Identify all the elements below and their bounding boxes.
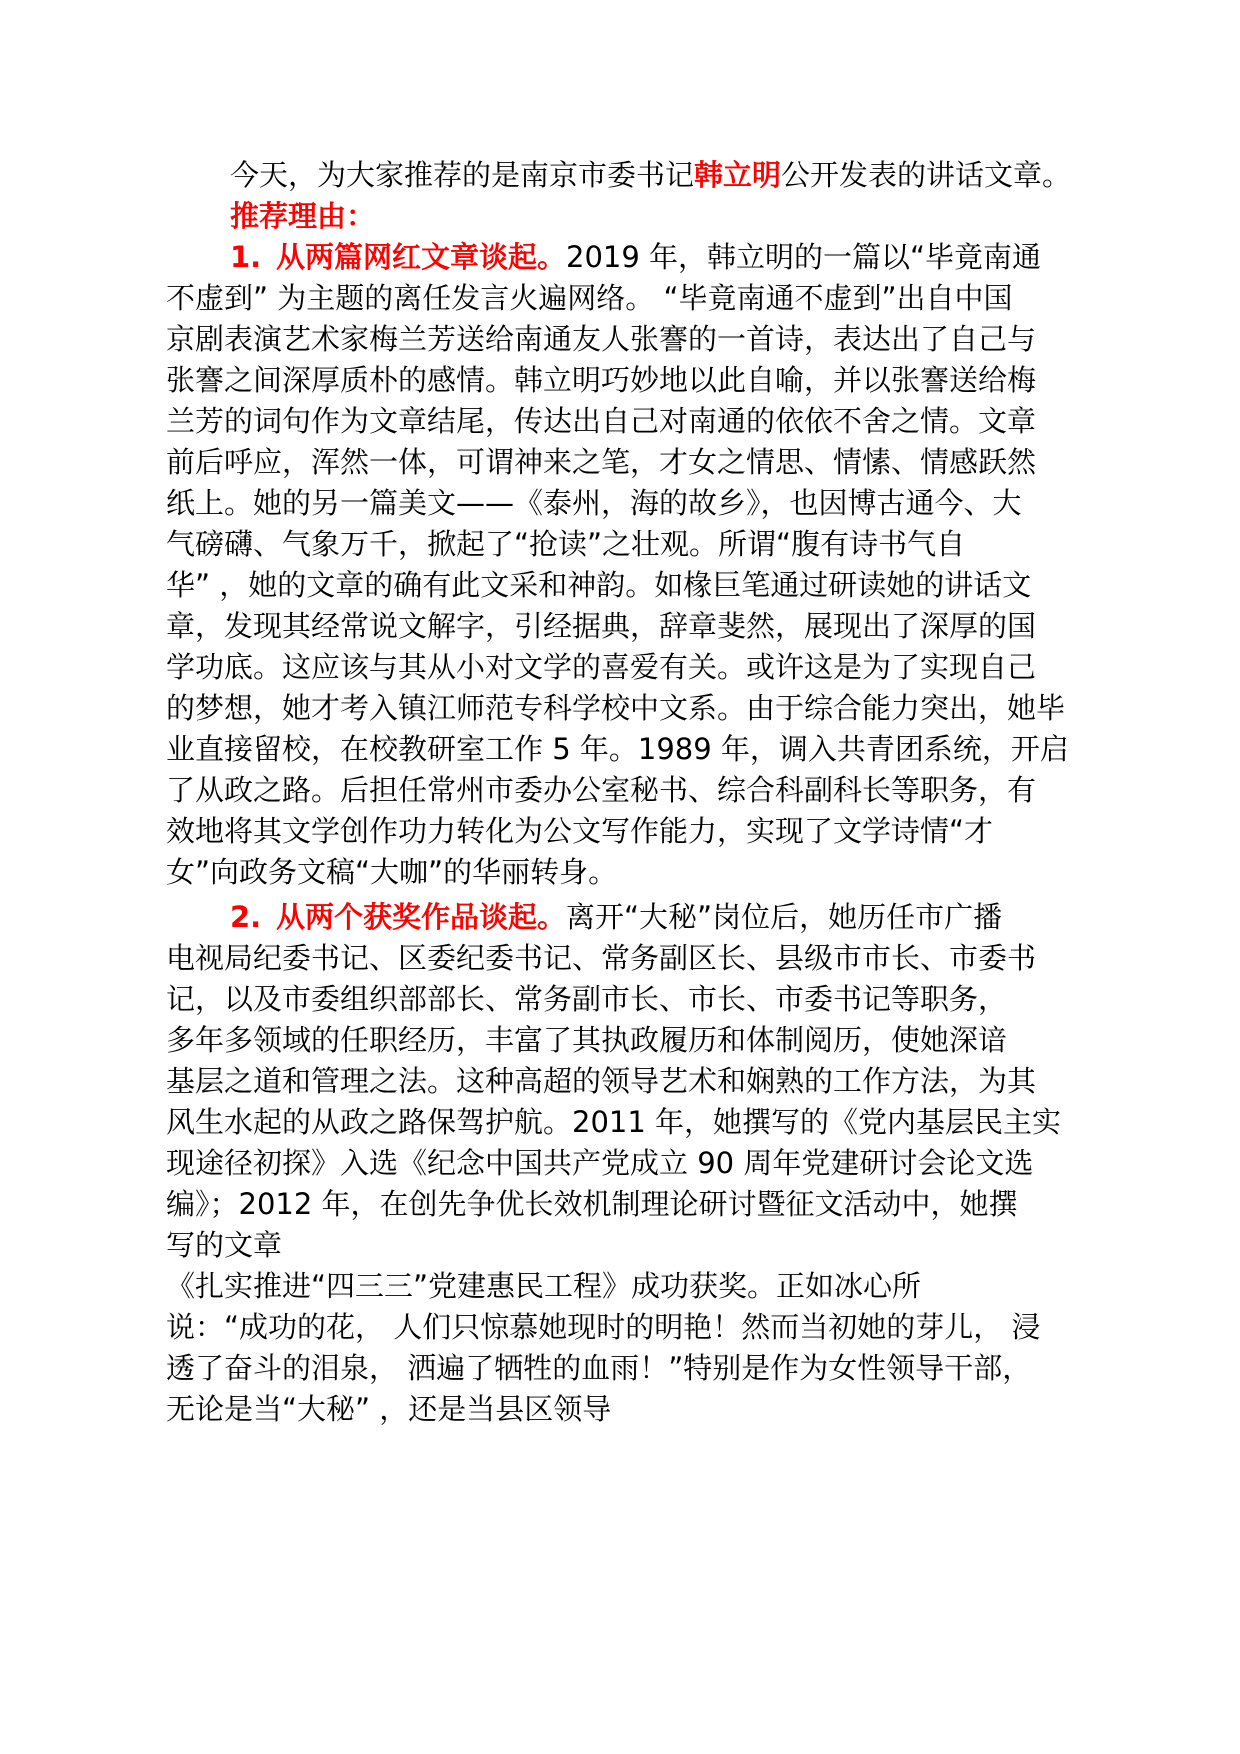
section-1-line: 京剧表演艺术家梅兰芳送给南通友人张謇的一首诗，表达出了自己与	[166, 322, 1037, 356]
section-1-line: 前后呼应，浑然一体，可谓神来之笔，才女之情思、情愫、情感跃然	[166, 445, 1037, 479]
section-1-line: 女”向政务文稿“大咖”的华丽转身。	[166, 855, 618, 889]
section-1-line: 学功底。这应该与其从小对文学的喜爱有关。或许这是为了实现自己	[166, 650, 1037, 684]
section-1-line: 不虚到” 为主题的离任发言火遍网络。 “毕竟南通不虚到”出自中国	[166, 281, 1013, 315]
section-2-number: 2.	[230, 900, 262, 934]
section-1-line: 华” ，她的文章的确有此文采和神韵。如椽巨笔通过研读她的讲话文	[166, 568, 1032, 602]
section-2-title: 从两个获奖作品谈起。	[276, 900, 567, 934]
section-1-line: 2019 年，韩立明的一篇以“毕竟南通	[566, 240, 1042, 274]
section-2-line: 基层之道和管理之法。这种高超的领导艺术和娴熟的工作方法，为其	[166, 1064, 1037, 1098]
highlighted-name: 韩立明	[694, 158, 782, 192]
section-1-line: 效地将其文学创作功力转化为公文写作能力，实现了文学诗情“才	[166, 814, 994, 848]
section-2-line: 现途径初探》入选《纪念中国共产党成立 90 周年党建研讨会论文选	[166, 1146, 1034, 1180]
section-2-line: 记，以及市委组织部部长、常务副市长、市长、市委书记等职务，	[166, 982, 1008, 1016]
section-1-line: 章，发现其经常说文解字，引经据典，辞章斐然，展现出了深厚的国	[166, 609, 1037, 643]
section-2-line: 电视局纪委书记、区委纪委书记、常务副区长、县级市市长、市委书	[166, 941, 1037, 975]
section-1-line: 的梦想，她才考入镇江师范专科学校中文系。由于综合能力突出，她毕	[166, 691, 1066, 725]
section-2-line: 透了奋斗的泪泉， 洒遍了牺牲的血雨！”特别是作为女性领导干部，	[166, 1351, 1032, 1385]
reasons-heading	[166, 196, 1096, 237]
section-2-line: 离开“大秘”岗位后，她历任市广播	[566, 900, 1003, 934]
section-2-line: 说：“成功的花， 人们只惊慕她现时的明艳！然而当初她的芽儿， 浸	[166, 1310, 1041, 1344]
section-1-title: 从两篇网红文章谈起。	[276, 240, 567, 274]
section-2-line: 编》；2012 年，在创先争优长效机制理论研讨暨征文活动中，她撰	[166, 1187, 1018, 1221]
section-1-line: 气磅礴、气象万千，掀起了“抢读”之壮观。所谓“腹有诗书气自	[166, 527, 966, 561]
section-2-line: 多年多领域的任职经历，丰富了其执政履历和体制阅历，使她深谙	[166, 1023, 1008, 1057]
section-1-line: 张謇之间深厚质朴的感情。韩立明巧妙地以此自喻，并以张謇送给梅	[166, 363, 1037, 397]
section-2-line: 无论是当“大秘” ，还是当县区领导	[166, 1392, 612, 1426]
section-1-number: 1.	[230, 240, 262, 274]
article-body	[166, 155, 1096, 1430]
section-1-line: 业直接留校，在校教研室工作 5 年。1989 年，调入共青团系统，开启	[166, 732, 1069, 766]
section-2-line: 风生水起的从政之路保驾护航。2011 年，她撰写的《党内基层民主实	[166, 1105, 1062, 1139]
section-2-first-line	[166, 897, 1096, 938]
section-1-line: 了从政之路。后担任常州市委办公室秘书、综合科副科长等职务，有	[166, 773, 1037, 807]
intro-suffix: 公开发表的讲话文章。	[781, 158, 1072, 192]
intro-prefix: 今天，为大家推荐的是南京市委书记	[230, 158, 695, 192]
section-2-line: 《扎实推进“四三三”党建惠民工程》成功获奖。正如冰心所	[166, 1269, 922, 1303]
section-1-line: 纸上。她的另一篇美文——《泰州，海的故乡》，也因博古通今、大	[166, 486, 1022, 520]
intro-paragraph	[166, 155, 1096, 196]
section-1-first-line	[166, 237, 1096, 278]
section-2-line: 写的文章	[166, 1228, 283, 1262]
section-1-line: 兰芳的词句作为文章结尾，传达出自己对南通的依依不舍之情。文章	[166, 404, 1037, 438]
reasons-heading-text: 推荐理由：	[230, 199, 376, 233]
